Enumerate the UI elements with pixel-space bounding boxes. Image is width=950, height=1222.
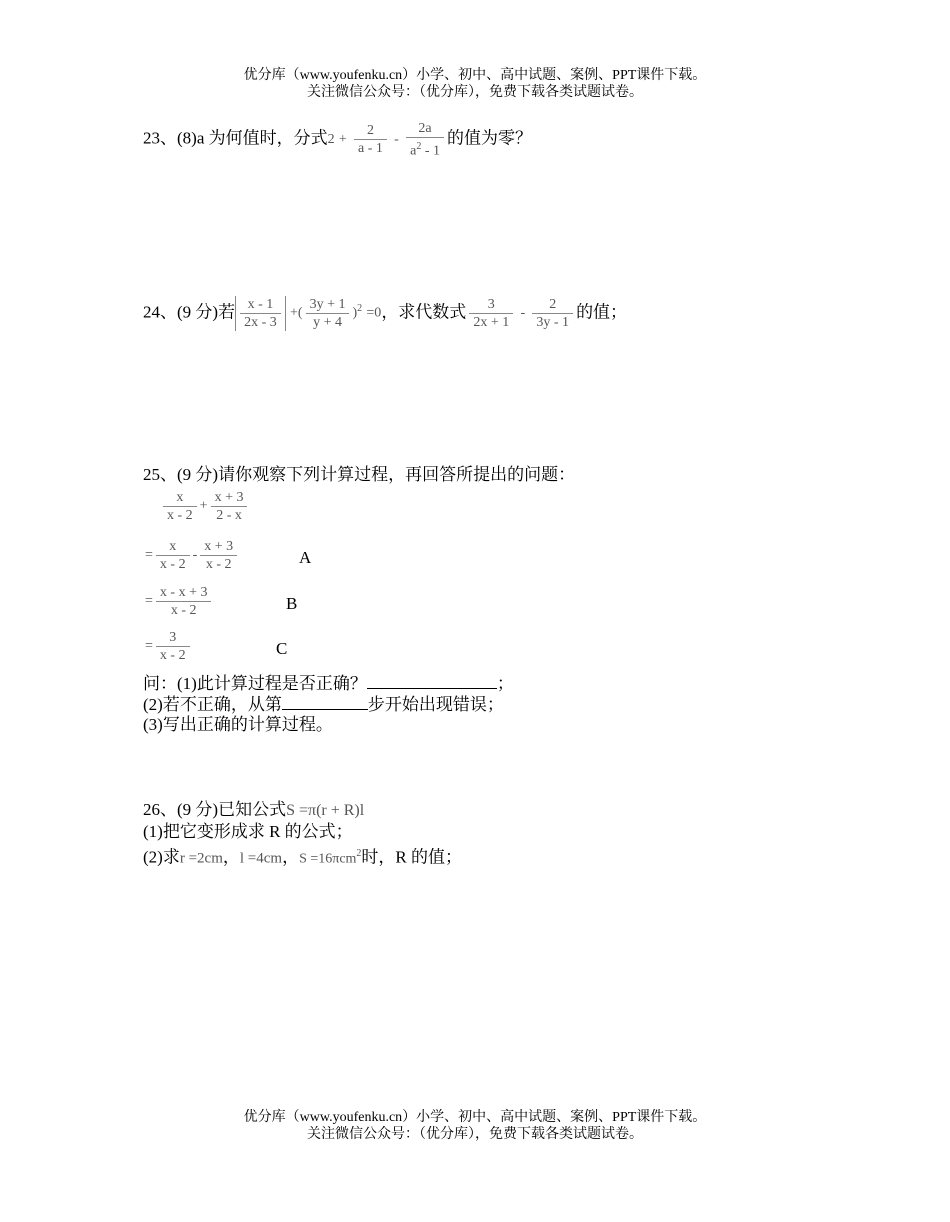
q25-ask1-text: 问：(1)此计算过程是否正确？ xyxy=(143,674,367,693)
header-line-1: 优分库（www.youfenku.cn）小学、初中、高中试题、案例、PPT课件下载。 xyxy=(243,68,707,83)
q25-step-3 xyxy=(145,629,193,664)
q25-ask2-text: (2)若不正确，从第 xyxy=(143,695,282,714)
q25-s1-minus: - xyxy=(192,547,198,563)
q25-ask-2 xyxy=(143,694,504,715)
q24-fraction-2 xyxy=(306,296,350,331)
q25-s2-fraction xyxy=(156,584,212,619)
fraction-denominator: 2 - x xyxy=(216,508,242,523)
q24-fraction-1 xyxy=(240,296,281,331)
question-25-prompt: 25、(9 分)请你观察下列计算过程，再回答所提出的问题： xyxy=(143,465,576,484)
q26-r-value: r =2cm xyxy=(179,850,223,867)
q26-s-exponent: 2 xyxy=(356,848,362,859)
page-header xyxy=(0,67,950,101)
denominator-exponent: 2 xyxy=(416,141,422,152)
fraction-denominator xyxy=(406,138,444,160)
q26-s-value: S =16πcm xyxy=(299,851,357,867)
fraction-numerator: 2a xyxy=(406,120,444,138)
question-23 xyxy=(143,120,532,160)
header-line-2: 关注微信公众号：（优分库），免费下载各类试题试卷。 xyxy=(307,85,643,100)
q24-plus: + xyxy=(290,305,298,321)
fraction-denominator: 2x - 3 xyxy=(244,315,277,330)
q25-step-1 xyxy=(145,538,240,573)
q26-prefix: 26、(9 分)已知公式 xyxy=(143,800,287,819)
footer-line-1: 优分库（www.youfenku.cn）小学、初中、高中试题、案例、PPT课件下载。 xyxy=(243,1110,707,1125)
fraction-numerator: 3 xyxy=(469,296,513,314)
q23-fraction-2 xyxy=(406,120,444,160)
q25-s0-plus: + xyxy=(199,498,208,514)
fraction-numerator: 2 xyxy=(354,122,387,140)
q26-formula: S =π(r + R)l xyxy=(286,802,365,819)
q24-right-paren: ) xyxy=(352,305,358,321)
q26-part-2 xyxy=(143,844,462,870)
fraction-denominator: 2x + 1 xyxy=(473,315,510,330)
page-footer xyxy=(0,1109,950,1143)
fraction-denominator: y + 4 xyxy=(313,315,342,330)
q23-prefix: 23、(8)a 为何值时，分式 xyxy=(143,128,328,148)
footer-line-2: 关注微信公众号：（优分库），免费下载各类试题试卷。 xyxy=(307,1127,643,1142)
q25-s3-equals: = xyxy=(145,638,153,654)
q25-s1-fraction-2 xyxy=(200,538,237,573)
q25-step-0 xyxy=(160,489,250,524)
fraction-numerator: 3y + 1 xyxy=(306,296,350,314)
question-26 xyxy=(143,800,364,821)
fraction-denominator: x - 2 xyxy=(205,557,232,572)
q24-suffix: 的值； xyxy=(576,302,628,322)
q25-s0-fraction-2 xyxy=(211,489,248,524)
q25-answer-blank-2[interactable] xyxy=(282,694,368,710)
fraction-numerator: x xyxy=(156,538,190,556)
q25-s1-equals: = xyxy=(145,547,153,563)
q25-answer-blank-1[interactable] xyxy=(367,673,497,689)
q26-comma-2: ， xyxy=(282,847,300,867)
fraction-denominator: x - 2 xyxy=(167,508,193,523)
q24-equals-zero: =0 xyxy=(366,305,382,321)
q24-exponent: 2 xyxy=(357,302,363,314)
q25-label-c: C xyxy=(276,639,288,658)
q24-prefix: 24、(9 分)若 xyxy=(143,302,236,322)
fraction-denominator: a - 1 xyxy=(358,141,383,157)
fraction-numerator: x xyxy=(163,489,197,507)
q25-label-b: B xyxy=(286,594,298,613)
q25-ask-1 xyxy=(143,673,514,694)
q25-s1-fraction-1 xyxy=(156,538,190,573)
q25-s3-fraction xyxy=(156,629,190,664)
fraction-numerator: x + 3 xyxy=(200,538,237,556)
q23-minus: - xyxy=(394,131,399,147)
q26-part2-prefix: (2)求 xyxy=(143,847,180,867)
fraction-numerator: x + 3 xyxy=(211,489,248,507)
q24-minus: - xyxy=(520,305,526,321)
fraction-numerator: 3 xyxy=(156,629,190,647)
denominator-rest: - 1 xyxy=(421,143,440,159)
q25-s2-equals: = xyxy=(145,593,153,609)
q25-label-a: A xyxy=(299,548,312,567)
q24-absolute-value xyxy=(235,296,286,331)
q25-ask2-end: 步开始出现错误； xyxy=(367,695,504,714)
q25-s0-fraction-1 xyxy=(163,489,197,524)
q23-suffix: 的值为零？ xyxy=(446,128,532,148)
fraction-denominator: 3y - 1 xyxy=(536,315,570,330)
q24-fraction-3 xyxy=(469,296,513,331)
q26-comma-1: ， xyxy=(222,847,240,867)
q25-step-2 xyxy=(145,584,214,619)
q23-fraction-1 xyxy=(354,122,387,157)
q24-left-paren: ( xyxy=(297,305,303,321)
q25-ask1-end: ； xyxy=(496,674,514,693)
denominator-base: a xyxy=(410,143,417,159)
q23-term: 2 xyxy=(327,131,335,147)
q24-mid: ，求代数式 xyxy=(381,302,467,322)
q26-part2-suffix: 时，R 的值； xyxy=(361,847,463,867)
q26-part-1: (1)把它变形成求 R 的公式； xyxy=(143,822,353,841)
q24-fraction-4 xyxy=(532,296,573,331)
fraction-denominator: x - 2 xyxy=(170,603,197,618)
fraction-numerator: x - 1 xyxy=(240,296,281,314)
fraction-denominator: x - 2 xyxy=(159,557,186,572)
q25-ask-3: (3)写出正确的计算过程。 xyxy=(143,715,333,734)
fraction-numerator: x - x + 3 xyxy=(156,584,212,602)
fraction-numerator: 2 xyxy=(532,296,573,314)
fraction-denominator: x - 2 xyxy=(159,648,186,663)
question-24 xyxy=(143,296,627,331)
q26-l-value: l =4cm xyxy=(239,850,283,867)
q23-plus: + xyxy=(338,131,347,147)
